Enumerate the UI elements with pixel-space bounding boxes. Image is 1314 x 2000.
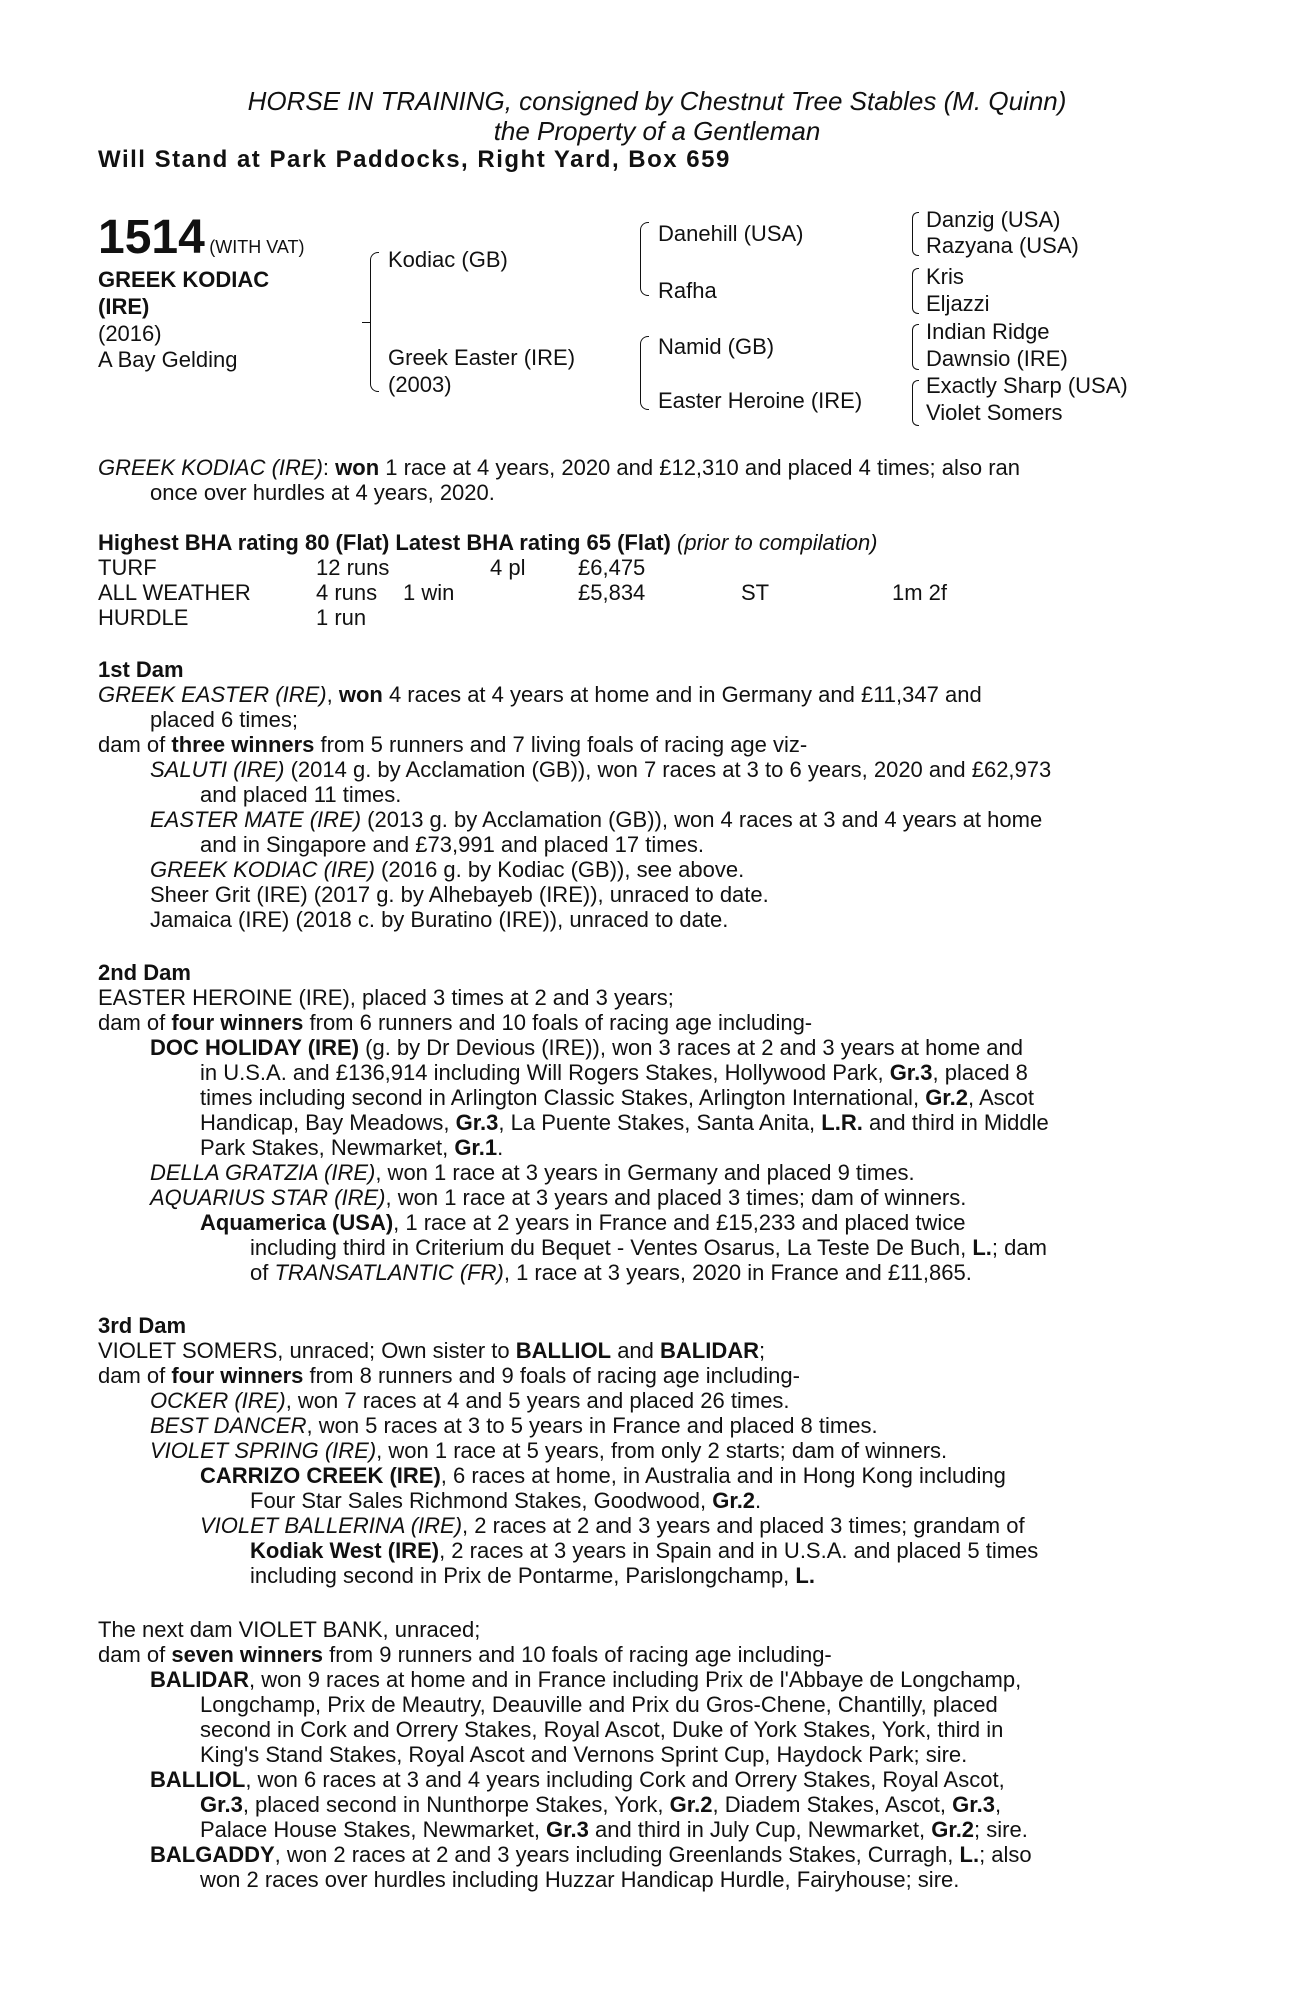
dam2-line-4: in U.S.A. and £136,914 including Will Rogers Stakes, Hollywood Park, Gr.3, placed 8 [200,1060,1028,1085]
pedigree-sire-dam: Rafha [658,278,717,303]
ratings-row-turf-prize: £6,475 [578,555,646,580]
dam3-line-6: CARRIZO CREEK (IRE), 6 races at home, in Australia and in Hong Kong including [200,1463,1006,1488]
pedigree-brace-g2 [912,268,919,314]
dam1-line-8: GREEK KODIAC (IRE) (2016 g. by Kodiac (GB)), see above. [150,857,745,882]
nextdam-line-7: BALLIOL, won 6 races at 3 and 4 years including Cork and Orrery Stakes, Royal Ascot, [150,1767,1005,1792]
nextdam-line-9: Palace House Stakes, Newmarket, Gr.3 and third in July Cup, Newmarket, Gr.2; sire. [200,1817,1028,1842]
pedigree-g2: Razyana (USA) [926,233,1079,258]
pedigree-dam-dam: Easter Heroine (IRE) [658,388,863,413]
dam2-line-5: times including second in Arlington Classic Stakes, Arlington International, Gr.2, Ascot [200,1085,1035,1110]
horse-year: (2016) [98,321,162,346]
pedigree-g8: Violet Somers [926,400,1063,425]
summary-line-2: once over hurdles at 4 years, 2020. [150,480,495,505]
dam3-line-9: Kodiak West (IRE), 2 races at 3 years in Spain and in U.S.A. and placed 5 times [250,1538,1039,1563]
dam2-line-8: DELLA GRATZIA (IRE), won 1 race at 3 years in Germany and placed 9 times. [150,1160,915,1185]
nextdam-line-11: won 2 races over hurdles including Huzzar Handicap Hurdle, Fairyhouse; sire. [200,1867,960,1892]
pedigree-g3: Kris [926,264,964,289]
pedigree-dam-sire: Namid (GB) [658,334,775,359]
pedigree-brace-g4 [912,380,919,426]
pedigree-dam-year: (2003) [388,372,452,397]
ratings-row-aw-surface: ALL WEATHER [98,580,251,605]
lot-number: 1514 [98,211,205,264]
dam3-line-5: VIOLET SPRING (IRE), won 1 race at 5 years, from only 2 starts; dam of winners. [150,1438,948,1463]
ratings-row-aw-runs: 4 runs [316,580,378,605]
ratings-row-aw-prize: £5,834 [578,580,646,605]
dam1-line-2: placed 6 times; [150,707,298,732]
dam2-line-3: DOC HOLIDAY (IRE) (g. by Dr Devious (IRE)), won 3 races at 2 and 3 years at home and [150,1035,1023,1060]
nextdam-line-10: BALGADDY, won 2 races at 2 and 3 years including Greenlands Stakes, Curragh, L.; also [150,1842,1032,1867]
pedigree-g5: Indian Ridge [926,319,1050,344]
dam2-line-7: Park Stakes, Newmarket, Gr.1. [200,1135,504,1160]
pedigree-g1: Danzig (USA) [926,207,1061,232]
summary-line-1: GREEK KODIAC (IRE): won 1 race at 4 years, 2020 and £12,310 and placed 4 times; also ran [98,455,1021,480]
dam2-line-6: Handicap, Bay Meadows, Gr.3, La Puente Stakes, Santa Anita, L.R. and third in Middle [200,1110,1049,1135]
nextdam-line-5: second in Cork and Orrery Stakes, Royal Ascot, Duke of York Stakes, York, third in [200,1717,1004,1742]
horse-description: A Bay Gelding [98,347,238,372]
pedigree-brace-main [370,252,379,392]
ratings-row-turf-surface: TURF [98,555,157,580]
pedigree-sire: Kodiac (GB) [388,247,508,272]
pedigree-g4: Eljazzi [926,291,990,316]
dam1-line-4: SALUTI (IRE) (2014 g. by Acclamation (GB)), won 7 races at 3 to 6 years, 2020 and £62,973 [150,757,1052,782]
pedigree-brace-tick [362,322,370,323]
dam3-line-4: BEST DANCER, won 5 races at 3 to 5 years in France and placed 8 times. [150,1413,878,1438]
dam1-title: 1st Dam [98,657,184,682]
dam1-line-7: and in Singapore and £73,991 and placed 17 times. [200,832,704,857]
ratings-row-aw-type: ST [741,580,770,605]
nextdam-line-6: King's Stand Stakes, Royal Ascot and Vernons Sprint Cup, Haydock Park; sire. [200,1742,968,1767]
dam3-line-8: VIOLET BALLERINA (IRE), 2 races at 2 and 3 years and placed 3 times; grandam of [200,1513,1025,1538]
nextdam-line-1: The next dam VIOLET BANK, unraced; [98,1617,481,1642]
horse-suffix: (IRE) [98,294,150,319]
bha-rating: Highest BHA rating 80 (Flat) Latest BHA rating 65 (Flat) (prior to compilation) [98,530,878,555]
dam3-line-7: Four Star Sales Richmond Stakes, Goodwood, Gr.2. [250,1488,762,1513]
lot-number-block [98,210,305,265]
ratings-row-turf-runs: 12 runs [316,555,390,580]
ratings-row-hurdle-surface: HURDLE [98,605,189,630]
dam1-line-5: and placed 11 times. [200,782,402,807]
pedigree-brace-g1 [912,212,919,256]
consignor-line: HORSE IN TRAINING, consigned by Chestnut Tree Stables (M. Quinn) [247,86,1067,116]
property-line: the Property of a Gentleman [493,116,821,146]
dam3-line-3: OCKER (IRE), won 7 races at 4 and 5 years and placed 26 times. [150,1388,790,1413]
ratings-row-aw-wins: 1 win [403,580,455,605]
dam2-line-1: EASTER HEROINE (IRE), placed 3 times at 2 and 3 years; [98,985,674,1010]
dam2-line-10: Aquamerica (USA), 1 race at 2 years in France and £15,233 and placed twice [200,1210,966,1235]
horse-name: GREEK KODIAC [98,267,270,292]
dam2-line-9: AQUARIUS STAR (IRE), won 1 race at 3 years and placed 3 times; dam of winners. [150,1185,967,1210]
dam2-line-2: dam of four winners from 6 runners and 10 foals of racing age including- [98,1010,813,1035]
dam1-line-1: GREEK EASTER (IRE), won 4 races at 4 years at home and in Germany and £11,347 and [98,682,982,707]
dam1-line-10: Jamaica (IRE) (2018 c. by Buratino (IRE)), unraced to date. [150,907,729,932]
dam1-line-9: Sheer Grit (IRE) (2017 g. by Alhebayeb (IRE)), unraced to date. [150,882,769,907]
nextdam-line-8: Gr.3, placed second in Nunthorpe Stakes, York, Gr.2, Diadem Stakes, Ascot, Gr.3, [200,1792,1002,1817]
pedigree-sire-sire: Danehill (USA) [658,221,804,246]
dam1-line-3: dam of three winners from 5 runners and 7 living foals of racing age viz- [98,732,808,757]
pedigree-brace-dam [640,336,649,410]
dam1-line-6: EASTER MATE (IRE) (2013 g. by Acclamation (GB)), won 4 races at 3 and 4 years at home [150,807,1043,832]
dam2-line-12: of TRANSATLANTIC (FR), 1 race at 3 years, 2020 in France and £11,865. [250,1260,972,1285]
dam2-title: 2nd Dam [98,960,191,985]
dam2-line-11: including third in Criterium du Bequet - Ventes Osarus, La Teste De Buch, L.; dam [250,1235,1047,1260]
stand-location: Will Stand at Park Paddocks, Right Yard, Box 659 [98,146,731,173]
ratings-row-aw-distance: 1m 2f [892,580,948,605]
nextdam-line-4: Longchamp, Prix de Meautry, Deauville and Prix du Gros-Chene, Chantilly, placed [200,1692,998,1717]
pedigree-dam: Greek Easter (IRE) [388,345,576,370]
pedigree-brace-sire [640,222,649,296]
ratings-row-hurdle-runs: 1 run [316,605,367,630]
dam3-line-10: including second in Prix de Pontarme, Parislongchamp, L. [250,1563,815,1588]
pedigree-g7: Exactly Sharp (USA) [926,373,1128,398]
nextdam-line-3: BALIDAR, won 9 races at home and in France including Prix de l'Abbaye de Longchamp, [150,1667,1022,1692]
dam3-line-1: VIOLET SOMERS, unraced; Own sister to BALLIOL and BALIDAR; [98,1338,766,1363]
pedigree-g6: Dawnsio (IRE) [926,346,1068,371]
nextdam-line-2: dam of seven winners from 9 runners and 10 foals of racing age including- [98,1642,832,1667]
ratings-row-turf-placed: 4 pl [490,555,526,580]
vat-note: (WITH VAT) [209,237,305,257]
dam3-title: 3rd Dam [98,1313,187,1338]
dam3-line-2: dam of four winners from 8 runners and 9 foals of racing age including- [98,1363,800,1388]
pedigree-brace-g3 [912,324,919,370]
